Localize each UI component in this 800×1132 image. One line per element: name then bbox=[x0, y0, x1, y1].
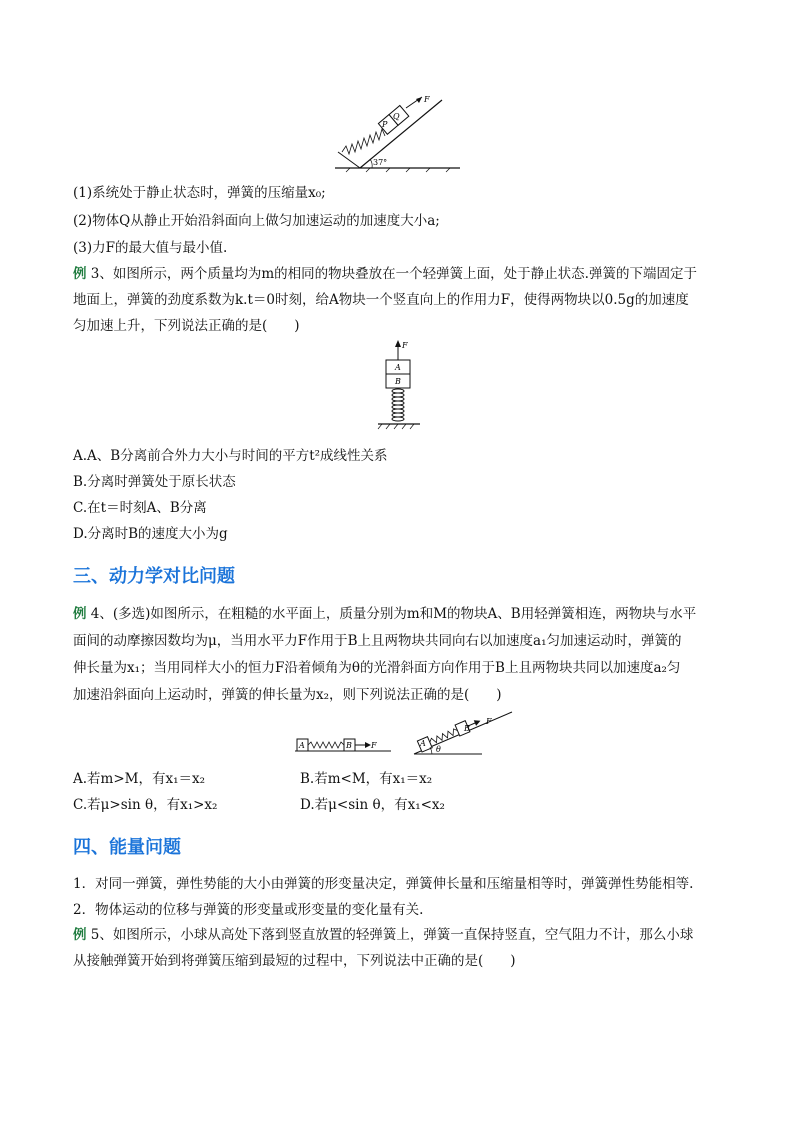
example-3-line-3: 匀加速上升，下列说法正确的是( ) bbox=[73, 318, 300, 334]
horizontal-blocks-figure bbox=[295, 733, 395, 757]
block-b-label: B bbox=[346, 741, 352, 750]
block-a-label: A bbox=[420, 739, 426, 748]
force-f-label: F bbox=[486, 717, 492, 726]
block-a-label: A bbox=[299, 741, 305, 750]
example-4-line-3: 伸长量为x₁；当用同样大小的恒力F沿着倾角为θ的光滑斜面方向作用于B上且两物块共同以加速度a₂匀 bbox=[73, 660, 681, 676]
option-b: B.若m<M，有x₁＝x₂ bbox=[300, 771, 433, 787]
option-a: A.若m>M，有x₁＝x₂ bbox=[73, 771, 206, 787]
energy-point-1: 1．对同一弹簧，弹性势能的大小由弹簧的形变量决定，弹簧伸长量和压缩量相等时，弹簧弹性势能相等. bbox=[73, 876, 694, 892]
block-q-label: Q bbox=[393, 112, 400, 121]
option-d: D.分离时B的速度大小为g bbox=[73, 526, 228, 542]
force-f-label: F bbox=[371, 741, 377, 750]
example-label: 例 bbox=[73, 266, 87, 282]
example-5-line-2: 从接触弹簧开始到将弹簧压缩到最短的过程中，下列说法中正确的是( ) bbox=[73, 953, 516, 969]
example-4-line-1: 例 4、(多选)如图所示，在粗糙的水平面上，质量分别为m和M的物块A、B用轻弹簧相连，两物块与水平 bbox=[73, 606, 697, 622]
incline-blocks-figure bbox=[412, 710, 522, 760]
force-f-label: F bbox=[402, 341, 408, 350]
question-item-2: (2)物体Q从静止开始沿斜面向上做匀加速运动的加速度大小a; bbox=[73, 213, 440, 229]
option-b: B.分离时弹簧处于原长状态 bbox=[73, 474, 236, 490]
question-item-1: (1)系统处于静止状态时，弹簧的压缩量x₀; bbox=[73, 185, 326, 201]
energy-point-2: 2．物体运动的位移与弹簧的形变量或形变量的变化量有关. bbox=[73, 902, 424, 918]
example-4-line-2: 面间的动摩擦因数均为μ，当用水平力F作用于B上且两物块共同向右以加速度a₁匀加速运动时，弹簧的 bbox=[73, 633, 682, 649]
option-a: A.A、B分离前合外力大小与时间的平方t²成线性关系 bbox=[73, 448, 388, 464]
example-4-line-4: 加速沿斜面向上运动时，弹簧的伸长量为x₂，则下列说法正确的是( ) bbox=[73, 687, 502, 703]
section-heading-energy: 四、能量问题 bbox=[73, 837, 181, 858]
section-heading-dynamics: 三、动力学对比问题 bbox=[73, 566, 235, 587]
example-5-line-1: 例 5、如图所示，小球从高处下落到竖直放置的轻弹簧上，弹簧一直保持竖直，空气阻力不计，那么小球 bbox=[73, 927, 694, 943]
option-c: C.在t＝时刻A、B分离 bbox=[73, 500, 207, 516]
angle-theta-label: θ bbox=[436, 745, 441, 754]
example-label: 例 bbox=[73, 927, 87, 943]
stacked-blocks-spring-figure bbox=[376, 338, 426, 434]
option-c: C.若μ>sin θ，有x₁>x₂ bbox=[73, 797, 218, 813]
force-f-label: F bbox=[424, 95, 430, 104]
example-3-line-1: 例 3、如图所示，两个质量均为m的相同的物块叠放在一个轻弹簧上面，处于静止状态.弹簧的下端固定于 bbox=[73, 266, 697, 282]
block-b-label: B bbox=[395, 377, 401, 386]
block-b-label: B bbox=[464, 724, 470, 733]
question-item-3: (3)力F的最大值与最小值. bbox=[73, 240, 228, 256]
incline-spring-figure bbox=[330, 92, 470, 172]
block-p-label: P bbox=[382, 120, 388, 129]
angle-label: 37° bbox=[373, 158, 388, 167]
example-3-line-2: 地面上，弹簧的劲度系数为k.t＝0时刻，给A物块一个竖直向上的作用力F，使得两物块以0.5g的加速度 bbox=[73, 292, 689, 308]
block-a-label: A bbox=[395, 363, 401, 372]
example-label: 例 bbox=[73, 606, 87, 622]
option-d: D.若μ<sin θ，有x₁<x₂ bbox=[300, 797, 445, 813]
